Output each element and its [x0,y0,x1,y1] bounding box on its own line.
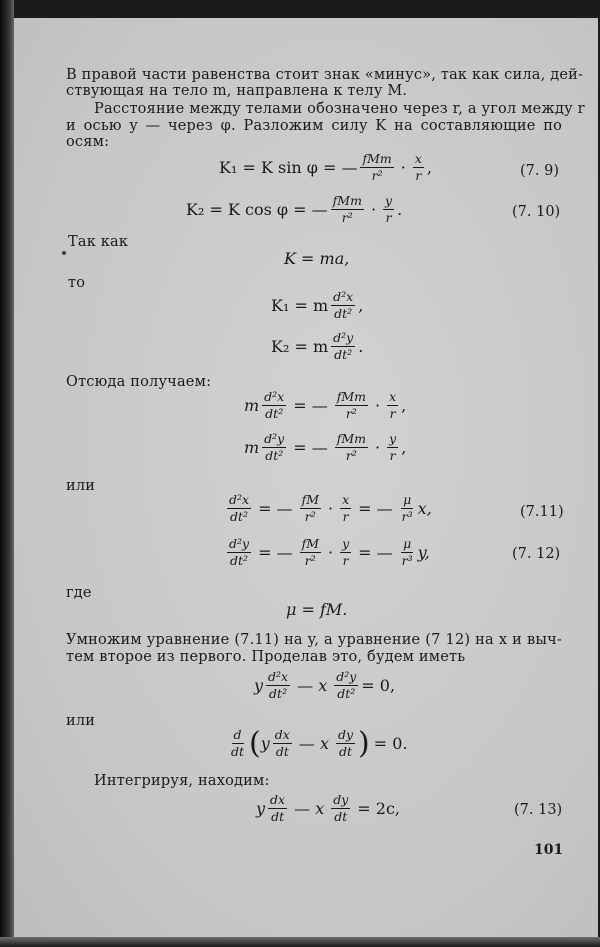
text-line: Отсюда получаем: [66,374,212,390]
equation-number: (7.11) [520,504,564,520]
equation-m1: m $\frac{\text{d²x}}{\text{dt²}}$ = — $\frac{\text{fMm}}{\text{r²}}$ · $\frac{x}{r}$ , [244,389,407,421]
text-line: то [68,275,86,291]
text-line: тем второе из первого. Проделав это, будем иметь [66,649,466,665]
page-number: 101 [534,842,564,858]
equation-number: (7. 10) [512,204,561,220]
text-line: ствующая на тело m, направлена к телу M. [66,83,408,99]
equation-7-9: K₁ = K sin φ = — $\frac{\text{fMm}}{\text{r²}}$ · $\frac{x}{r}$ , [219,151,433,183]
page-edge-bottom [0,937,600,947]
text-line: Интегрируя, находим: [94,773,270,789]
equation-k2: K₂ = m $\frac{\text{d²y}}{\text{dt²}}$ . [271,330,364,362]
equation-number: (7. 12) [512,546,561,562]
equation-mu: μ = fM. [286,600,348,619]
equation-diff: y $\frac{\text{d²x}}{\text{dt²}}$ — x $\frac{\text{d²y}}{\text{dt²}}$ = 0, [254,669,396,701]
text-line: Умножим уравнение (7.11) на y, а уравнение (7 12) на x и выч- [66,632,562,648]
text-line: В правой части равенства стоит знак «минус», так как сила, дей- [66,67,584,83]
equation-k1: K₁ = m $\frac{\text{d²x}}{\text{dt²}}$ , [271,289,364,321]
equation-7-11: $\frac{\text{d²x}}{\text{dt²}}$ = — $\frac{fM}{\text{r²}}$ · $\frac{x}{r}$ = — $\frac{\mu}{\text{r³}}$ x, [229,492,432,524]
text-line: осям: [66,134,110,150]
book-page [14,18,598,937]
text-line: Так как [68,234,129,250]
equation-7-13: y $\frac{dx}{dt}$ — x $\frac{dy}{dt}$ = 2c, [256,792,401,824]
text-line: Расстояние между телами обозначено через r, а угол между r [94,101,585,117]
equation-7-10: K₂ = K cos φ = — $\frac{\text{fMm}}{\text{r²}}$ · $\frac{y}{r}$ . [186,193,403,225]
equation-number: (7. 9) [520,163,559,179]
text-line: и осью y — через φ. Разложим силу K на составляющие по [66,118,562,134]
text-line: или [66,478,96,494]
equation-deriv: $\frac{d}{dt}$ ( y $\frac{dx}{dt}$ — x $\frac{dy}{dt}$ ) = 0. [231,725,408,761]
equation-7-12: $\frac{\text{d²y}}{\text{dt²}}$ = — $\frac{fM}{\text{r²}}$ · $\frac{y}{r}$ = — $\frac{\mu}{\text{r³}}$ y, [229,536,430,568]
text-line: где [66,585,92,601]
ink-dot [62,251,66,255]
equation-k-ma: K = ma, [284,249,350,268]
equation-number: (7. 13) [514,802,563,818]
page-edge-left [0,0,14,947]
text-line: или [66,713,96,729]
equation-m2: m $\frac{\text{d²y}}{\text{dt²}}$ = — $\frac{\text{fMm}}{\text{r²}}$ · $\frac{y}{r}$ , [244,431,407,463]
